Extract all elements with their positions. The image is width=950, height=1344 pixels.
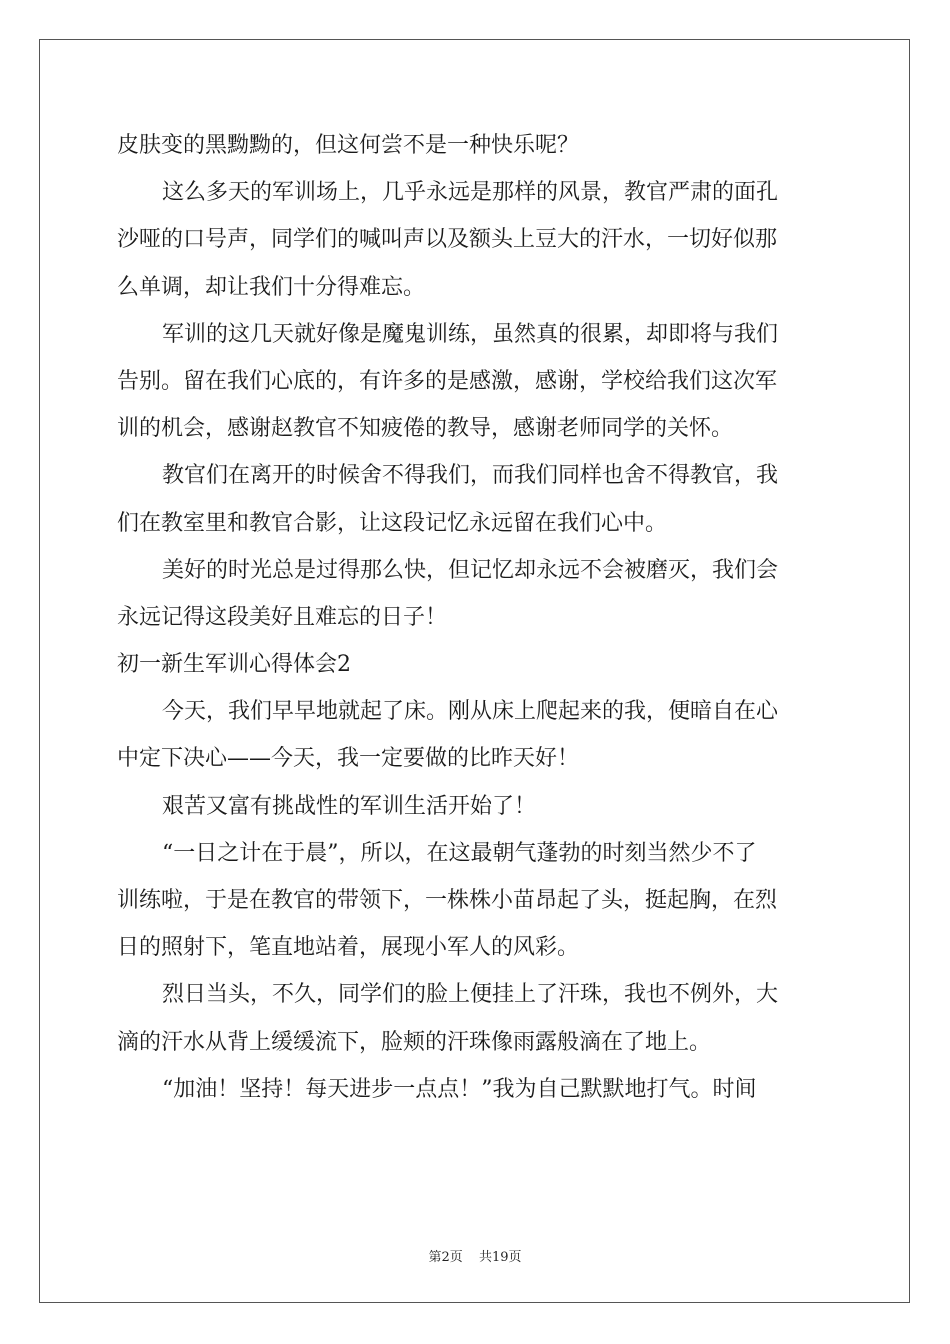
- text-line: 日的照射下，笔直地站着，展现小军人的风彩。: [117, 935, 580, 961]
- text-line: “一日之计在于晨”，所以，在这最朝气蓬勃的时刻当然少不了: [162, 840, 757, 866]
- text-line: 烈日当头，不久，同学们的脸上便挂上了汗珠，我也不例外，大: [162, 982, 779, 1008]
- page-footer: [0, 1246, 950, 1265]
- text-line: 么单调，却让我们十分得难忘。: [117, 274, 426, 300]
- text-line: 皮肤变的黑黝黝的，但这何尝不是一种快乐呢？: [117, 133, 580, 158]
- text-line: 这么多天的军训场上，几乎永远是那样的风景，教官严肃的面孔: [162, 180, 779, 206]
- text-line: 滴的汗水从背上缓缓流下，脸颊的汗珠像雨露般滴在了地上。: [117, 1029, 712, 1055]
- text-line: 今天，我们早早地就起了床。刚从床上爬起来的我，便暗自在心: [162, 699, 779, 725]
- text-line: 们在教室里和教官合影，让这段记忆永远留在我们心中。: [117, 510, 668, 536]
- text-line: 美好的时光总是过得那么快，但记忆却永远不会被磨灭，我们会: [162, 557, 779, 583]
- text-line: 永远记得这段美好且难忘的日子！: [117, 604, 448, 630]
- page-total: 共19页: [478, 1250, 522, 1265]
- section-heading: 初一新生军训心得体会2: [117, 652, 351, 678]
- document-body: [117, 122, 833, 1113]
- text-line: 中定下决心——今天，我一定要做的比昨天好！: [117, 746, 580, 772]
- text-line: 军训的这几天就好像是魔鬼训练，虽然真的很累，却即将与我们: [162, 321, 779, 347]
- text-line: 训练啦，于是在教官的带领下，一株株小苗昂起了头，挺起胸，在烈: [117, 888, 778, 913]
- text-line: 教官们在离开的时候舍不得我们，而我们同样也舍不得教官，我: [162, 463, 779, 489]
- text-line: 训的机会，感谢赵教官不知疲倦的教导，感谢老师同学的关怀。: [117, 416, 734, 442]
- text-line: 沙哑的口号声，同学们的喊叫声以及额头上豆大的汗水，一切好似那: [117, 227, 778, 253]
- text-line: “加油！坚持！每天进步一点点！”我为自己默默地打气。时间: [162, 1076, 757, 1102]
- text-line: 告别。留在我们心底的，有许多的是感激，感谢，学校给我们这次军: [117, 368, 778, 394]
- text-line: 艰苦又富有挑战性的军训生活开始了！: [162, 793, 537, 819]
- page-number: 第2页: [428, 1250, 463, 1265]
